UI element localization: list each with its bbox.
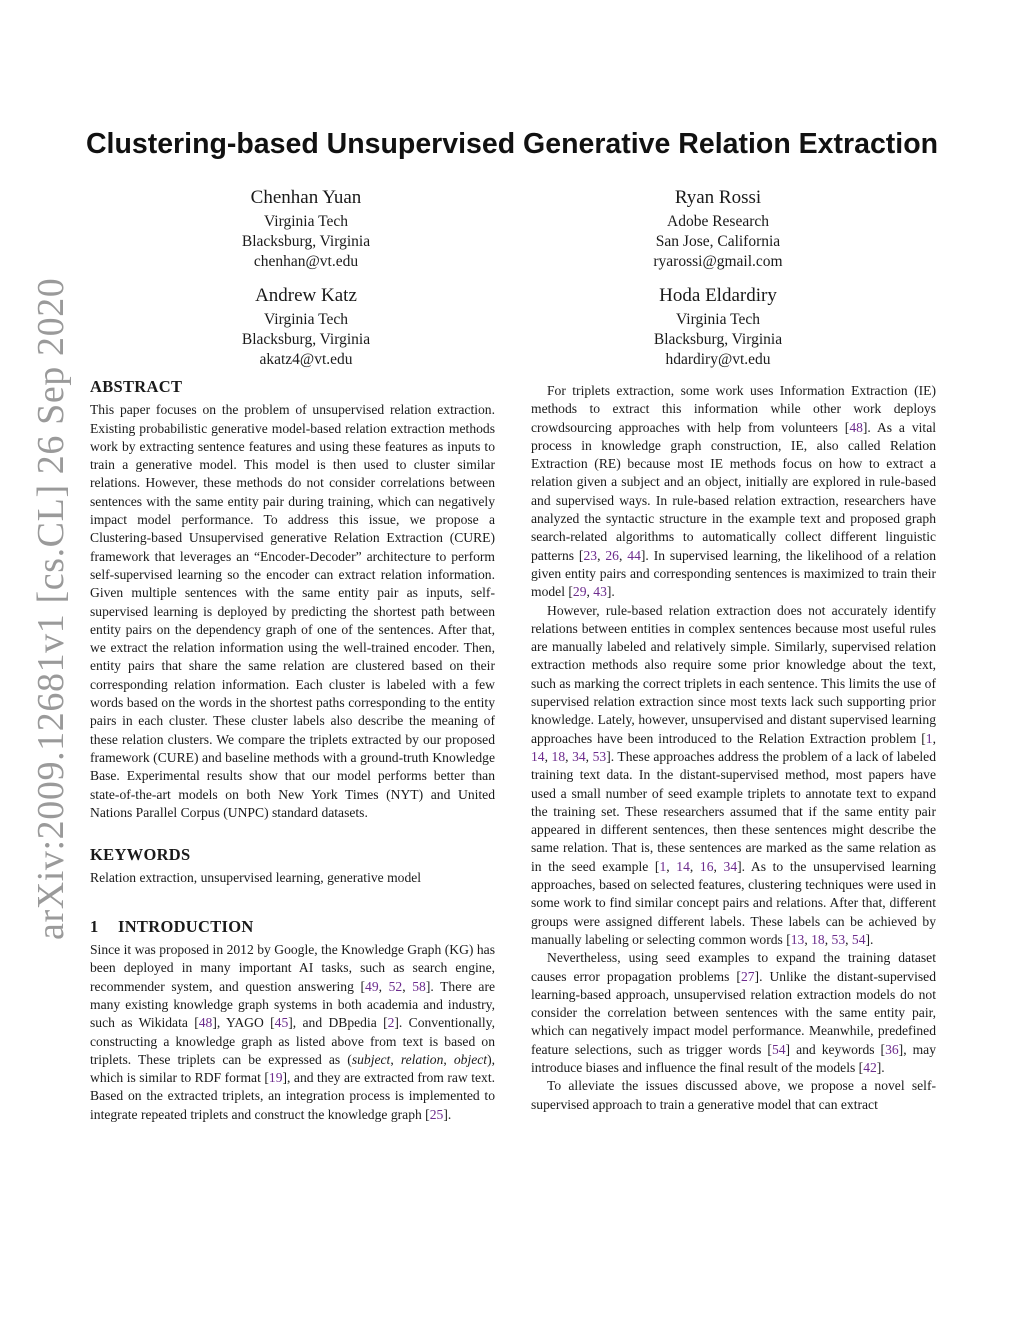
arxiv-identifier-stamp: arXiv:2009.12681v1 [cs.CL] 26 Sep 2020 <box>30 277 72 940</box>
keywords-heading: KEYWORDS <box>90 845 191 865</box>
author-email[interactable]: ryarossi@gmail.com <box>653 253 783 270</box>
paper-title: Clustering-based Unsupervised Generative Relation Extraction <box>85 128 939 160</box>
author-location: San Jose, California <box>655 233 781 250</box>
citation-link[interactable]: 44 <box>627 547 641 563</box>
citation-link[interactable]: 23 <box>583 547 598 563</box>
citation-link[interactable]: 18 <box>551 748 566 764</box>
citation-link[interactable]: 53 <box>592 748 607 764</box>
citation-link[interactable]: 48 <box>198 1015 213 1031</box>
citation-link[interactable]: 16 <box>699 858 714 874</box>
author-block <box>553 184 883 272</box>
author-block <box>141 184 471 272</box>
citation-link[interactable]: 34 <box>572 748 586 764</box>
section-title: INTRODUCTION <box>118 916 254 936</box>
citation-link[interactable]: 14 <box>531 748 545 764</box>
author-affiliation: Virginia Tech <box>264 311 348 328</box>
citation-link[interactable]: 52 <box>388 978 403 994</box>
body-paragraph: For triplets extraction, some work uses Information Extraction (IE) methods to extract this information while other work deploys crowdsourcing approaches with help from volunteers [48]. As a vital process in knowledge graph construction, IE, also called Relation Extraction (RE) because most IE methods focus on how to extract a relation given a subject and an object, initially are explored in rule-based and supervised ways. In rule-based relation extraction, researchers have analyzed the syntactic structure in the example text and proposed graph search-related algorithms to automatically collect different linguistic patterns [23, 26, 44]. In supervised learning, the likelihood of a relation given entity pairs and corresponding sentences is maximized to train their model [29, 43]. <box>531 383 937 600</box>
right-column <box>531 382 936 1114</box>
citation-link[interactable]: 14 <box>676 858 690 874</box>
citation-link[interactable]: 34 <box>723 858 738 874</box>
author-location: Blacksburg, Virginia <box>653 331 783 348</box>
citation-link[interactable]: 42 <box>863 1059 877 1075</box>
intro-paragraph: Since it was proposed in 2012 by Google, the Knowledge Graph (KG) has been deployed in many important AI tasks, such as search engine, recommender system, and question answering [49, 52, 58]. There are many existing knowledge graph systems in both academia and industry, such as Wikidata [48], YAGO [45], and DBpedia [2]. Conventionally, constructing a knowledge graph as listed above from text is based on triplets. These triplets can be expressed as (subject, relation, object), which is similar to RDF format [19], and they are extracted from raw text. Based on the extracted triplets, an integration process is implemented to integrate repeated triplets and construct the knowledge graph [25]. <box>90 942 496 1122</box>
body-paragraph: To alleviate the issues discussed above, we propose a novel self-supervised approach to train a generative model that can extract <box>531 1078 936 1112</box>
author-email[interactable]: hdardiry@vt.edu <box>665 351 771 368</box>
author-name: Ryan Rossi <box>674 187 762 208</box>
author-location: Blacksburg, Virginia <box>241 331 371 348</box>
citation-link[interactable]: 36 <box>885 1041 899 1057</box>
citation-link[interactable]: 58 <box>412 978 426 994</box>
author-location: Blacksburg, Virginia <box>241 233 371 250</box>
citation-link[interactable]: 48 <box>849 419 863 435</box>
author-name: Chenhan Yuan <box>250 187 362 208</box>
citation-link[interactable]: 53 <box>831 931 846 947</box>
citation-link[interactable]: 43 <box>593 584 607 600</box>
math-term: relation <box>400 1051 444 1067</box>
abstract-text: This paper focuses on the problem of unsupervised relation extraction. Existing probabilistic generative model-based relation extraction methods work by extracting sentence features and using these features as inputs to train a generative model. This model is then used to cluster similar relations. However, these methods do not consider correlations between sentences with the same entity pair during training, which can negatively impact model performance. To address this issue, we propose a Clustering-based Unsupervised generative Relation Extraction (CURE) framework that leverages an “Encoder-Decoder” architecture to perform self-supervised learning so the encoder can extract relation information. Given multiple sentences with the same entity pair as inputs, self-supervised learning is deployed by predicting the shortest path between entity pairs on the dependency graph of one of the sentences. After that, we extract the relation information using the well-trained encoder. Then, entity pairs that share the same relation are clustered based on their corresponding relation information. Each cluster is labeled with a few words based on the words in the shortest paths corresponding to the entity pairs in each cluster. These cluster labels also describe the meaning of these relation clusters. We compare the triplets extracted by our proposed framework (CURE) and baseline methods with a ground-truth Knowledge Base. Experimental results show that our model performs better than state-of-the-art models on both New York Times (NYT) and United Nations Parallel Corpus (UNPC) standard datasets. <box>90 402 495 820</box>
citation-link[interactable]: 26 <box>605 547 619 563</box>
citation-link[interactable]: 2 <box>387 1015 395 1031</box>
citation-link[interactable]: 45 <box>274 1015 289 1031</box>
abstract-heading: ABSTRACT <box>90 377 183 396</box>
keywords-text: Relation extraction, unsupervised learning, generative model <box>90 870 422 886</box>
citation-link[interactable]: 1 <box>659 858 667 874</box>
math-term: subject <box>351 1051 391 1067</box>
citation-link[interactable]: 18 <box>811 931 825 947</box>
section-number: 1 <box>90 916 99 936</box>
author-email[interactable]: akatz4@vt.edu <box>259 351 353 368</box>
author-name: Andrew Katz <box>255 285 357 306</box>
body-paragraph: Nevertheless, using seed examples to expand the training dataset causes error propagation problems [27]. Unlike the distant-supervised learning-based approach, unsupervised relation extraction models do not consider the correlation between sentences with the same entity pair, which can negatively impact model performance. Meanwhile, predefined feature selections, such as trigger words [54] and keywords [36], may introduce biases and influence the final result of the models [42]. <box>531 950 937 1075</box>
author-name: Hoda Eldardiry <box>659 285 777 306</box>
citation-link[interactable]: 25 <box>429 1106 444 1122</box>
citation-link[interactable]: 27 <box>740 968 755 984</box>
body-paragraph: However, rule-based relation extraction does not accurately identify relations between entities in complex sentences because most useful rules are manually labeled and relatively simple. Similarly, supervised relation extraction methods also require some prior knowledge about the text, such as marking the correct triplets in each sentence. This limits the use of supervised relation extraction since most texts lack such supporting prior knowledge. Lately, however, unsupervised and distant supervised learning approaches have been introduced to the Relation Extraction problem [1, 14, 18, 34, 53]. These approaches address the problem of a lack of labeled training text data. In the distant-supervised method, most papers have used a small number of seed example triplets to annotate text to expand the training set. These researchers assumed that if the same entity pair appeared in different sentences, then these sentences might describe the same relation. That is, these sentences are marked as the same relation as in the seed example [1, 14, 16, 34]. As to the unsupervised learning approaches, based on selected features, clustering techniques were used in some work to find similar concept pairs and relations. After that, different groups were assigned different labels. These labels can be achieved by manually labeling or selecting common words [13, 18, 53, 54]. <box>531 602 937 947</box>
author-affiliation: Virginia Tech <box>676 311 760 328</box>
author-block <box>141 282 471 370</box>
citation-link[interactable]: 54 <box>851 931 866 947</box>
introduction-heading <box>90 918 495 936</box>
author-affiliation: Adobe Research <box>667 213 769 230</box>
author-block <box>553 282 883 370</box>
author-affiliation: Virginia Tech <box>264 213 348 230</box>
citation-link[interactable]: 54 <box>771 1041 786 1057</box>
citation-link[interactable]: 13 <box>790 931 805 947</box>
math-term: object <box>453 1051 488 1067</box>
citation-link[interactable]: 19 <box>268 1070 283 1086</box>
citation-link[interactable]: 1 <box>925 730 933 746</box>
left-column <box>90 378 495 1124</box>
citation-link[interactable]: 49 <box>365 978 379 994</box>
citation-link[interactable]: 29 <box>572 584 587 600</box>
author-email[interactable]: chenhan@vt.edu <box>253 253 359 270</box>
